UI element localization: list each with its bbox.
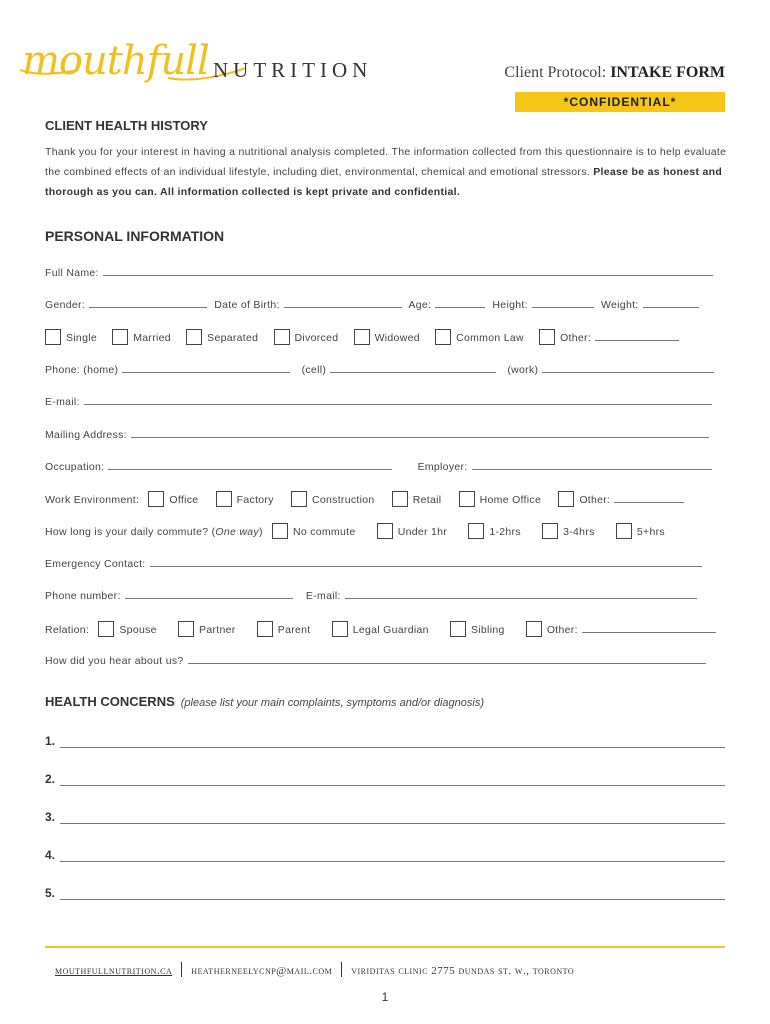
page-number: 1 xyxy=(381,990,389,1004)
mailing-row: Mailing Address: xyxy=(45,427,713,441)
checkbox-under-1hr[interactable] xyxy=(377,523,393,539)
height-field[interactable] xyxy=(532,297,594,308)
email-field[interactable] xyxy=(84,394,712,405)
checkbox-relation-other[interactable] xyxy=(526,621,542,637)
gender-field[interactable] xyxy=(89,297,207,308)
health-concerns-heading xyxy=(45,693,484,711)
phone-cell-field[interactable] xyxy=(330,362,496,373)
footer-email[interactable]: heatherneelycnp@mail.com xyxy=(191,965,333,977)
logo-wordmark: NUTRITION xyxy=(213,58,373,82)
confidential-banner: *CONFIDENTIAL* xyxy=(515,92,725,112)
emergency-phone-row: Phone number: E-mail: xyxy=(45,588,701,602)
footer-clinic: viriditas clinic 2775 dundas st. w., toronto xyxy=(351,965,575,977)
email-row: E-mail: xyxy=(45,394,716,408)
marital-other-field[interactable] xyxy=(595,330,679,341)
logo-script: mouthfull xyxy=(22,38,209,84)
checkbox-marital-other[interactable] xyxy=(539,329,555,345)
checkbox-parent[interactable] xyxy=(257,621,273,637)
footer-website-link[interactable]: mouthfullnutrition.ca xyxy=(55,965,173,977)
footer xyxy=(55,962,715,977)
checkbox-spouse[interactable] xyxy=(98,621,114,637)
commute-row: How long is your daily commute? (One way) No commute Under 1hr 1-2hrs 3-4hrs 5+hrs xyxy=(45,523,665,539)
work-other-field[interactable] xyxy=(614,492,684,503)
emergency-field[interactable] xyxy=(150,556,702,567)
occupation-field[interactable] xyxy=(108,459,392,470)
checkbox-home-office[interactable] xyxy=(459,491,475,507)
phone-home-field[interactable] xyxy=(122,362,290,373)
dob-field[interactable] xyxy=(284,297,402,308)
mailing-field[interactable] xyxy=(131,427,709,438)
checkbox-5plus-hrs[interactable] xyxy=(616,523,632,539)
relation-row: Relation: Spouse Partner Parent Legal Guardian Sibling Other: xyxy=(45,621,720,637)
checkbox-office[interactable] xyxy=(148,491,164,507)
history-title: CLIENT HEALTH HISTORY xyxy=(45,118,208,133)
checkbox-widowed[interactable] xyxy=(354,329,370,345)
checkbox-single[interactable] xyxy=(45,329,61,345)
checkbox-construction[interactable] xyxy=(291,491,307,507)
concern-line-1[interactable]: 1. xyxy=(45,734,725,750)
hear-row: How did you hear about us? xyxy=(45,653,710,667)
checkbox-no-commute[interactable] xyxy=(272,523,288,539)
occupation-row: Occupation: Employer: xyxy=(45,459,716,473)
concern-line-3[interactable]: 3. xyxy=(45,810,725,826)
emergency-email-field[interactable] xyxy=(345,588,697,599)
intro-paragraph: Thank you for your interest in having a nutritional analysis completed. The information collected from this questionnaire is to help evaluate the combined effects of an individual lifestyle, including diet, environmental, chemical and emotional stressors. Please be as honest and thorough as you can. All information collected is kept private and confidential. xyxy=(45,146,727,198)
health-concerns-subtitle: (please list your main complaints, symptoms and/or diagnosis) xyxy=(180,697,485,709)
weight-field[interactable] xyxy=(643,297,699,308)
checkbox-sibling[interactable] xyxy=(450,621,466,637)
checkbox-factory[interactable] xyxy=(216,491,232,507)
checkbox-divorced[interactable] xyxy=(274,329,290,345)
checkbox-separated[interactable] xyxy=(186,329,202,345)
concern-line-5[interactable]: 5. xyxy=(45,886,725,902)
personal-title: PERSONAL INFORMATION xyxy=(45,228,225,244)
checkbox-1-2hrs[interactable] xyxy=(468,523,484,539)
phone-work-field[interactable] xyxy=(542,362,714,373)
demographics-row: Gender: Date of Birth: Age: Height: Weight: xyxy=(45,297,703,311)
concern-line-2[interactable]: 2. xyxy=(45,772,725,788)
concern-line-4[interactable]: 4. xyxy=(45,848,725,864)
marital-row: Single Married Separated Divorced Widowed Common Law Other: xyxy=(45,329,683,345)
checkbox-retail[interactable] xyxy=(392,491,408,507)
emergency-phone-field[interactable] xyxy=(125,588,293,599)
protocol-title: Client Protocol: INTAKE FORM xyxy=(504,64,725,81)
age-field[interactable] xyxy=(435,297,485,308)
relation-other-field[interactable] xyxy=(582,622,716,633)
checkbox-common-law[interactable] xyxy=(435,329,451,345)
employer-field[interactable] xyxy=(472,459,712,470)
phone-row: Phone: (home) (cell) (work) xyxy=(45,362,718,376)
checkbox-3-4hrs[interactable] xyxy=(542,523,558,539)
checkbox-work-other[interactable] xyxy=(558,491,574,507)
full-name-field[interactable] xyxy=(103,265,713,276)
full-name-row: Full Name: xyxy=(45,265,717,279)
footer-rule xyxy=(45,946,725,948)
emergency-row: Emergency Contact: xyxy=(45,556,706,570)
health-concerns-title: HEALTH CONCERNS xyxy=(45,694,175,709)
checkbox-married[interactable] xyxy=(112,329,128,345)
work-env-row: Work Environment: Office Factory Construction Retail Home Office Other: xyxy=(45,491,688,507)
hear-field[interactable] xyxy=(188,653,706,664)
checkbox-partner[interactable] xyxy=(178,621,194,637)
checkbox-legal-guardian[interactable] xyxy=(332,621,348,637)
